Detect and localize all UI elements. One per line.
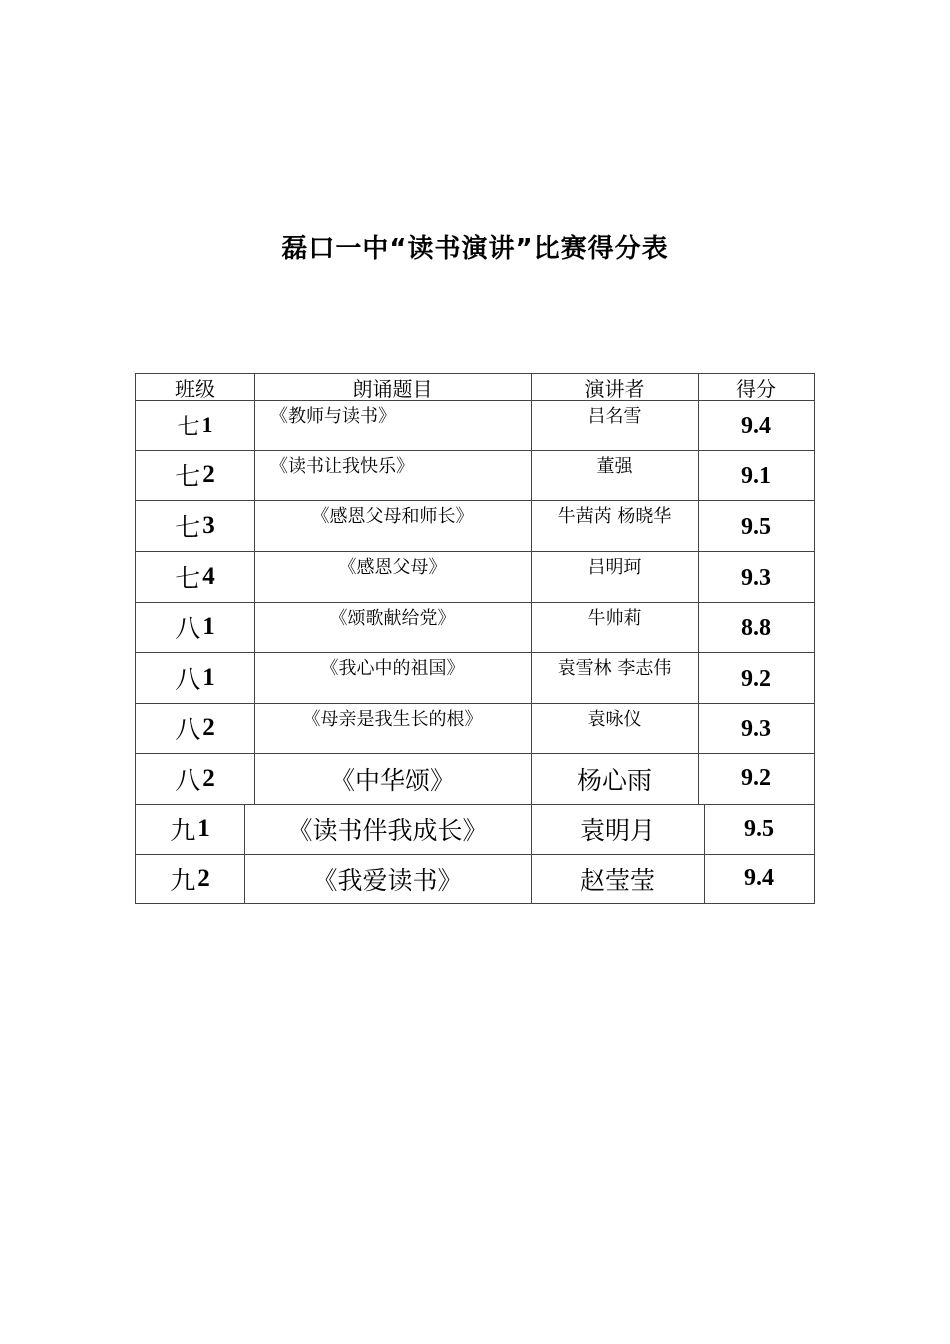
speaker-cell: 袁雪林 李志伟 — [557, 658, 672, 679]
header-topic: 朗诵题目 — [352, 376, 433, 400]
page-title: 磊口一中“读书演讲”比赛得分表 — [281, 234, 669, 264]
header-speaker: 演讲者 — [584, 376, 645, 400]
score-cell: 9.4 — [741, 413, 771, 439]
score-cell: 9.3 — [741, 716, 771, 742]
topic-cell: 《感恩父母和师长》 — [311, 506, 474, 527]
header-score: 得分 — [736, 376, 776, 400]
score-cell: 9.3 — [741, 564, 771, 591]
speaker-cell: 袁明月 — [579, 816, 655, 845]
topic-cell: 《读书伴我成长》 — [287, 816, 488, 845]
score-cell: 8.8 — [741, 615, 771, 641]
speaker-cell: 袁咏仪 — [587, 709, 642, 730]
class-cell: 八 1 — [175, 613, 215, 643]
class-cell: 七 4 — [175, 562, 215, 593]
class-cell: 八 2 — [175, 764, 215, 795]
class-cell: 九 2 — [170, 864, 210, 895]
class-cell: 八 2 — [175, 714, 215, 744]
class-cell: 九 1 — [170, 815, 210, 845]
topic-cell: 《中华颂》 — [329, 765, 455, 795]
speaker-cell: 吕名雪 — [587, 406, 642, 427]
speaker-cell: 赵莹莹 — [579, 865, 655, 895]
score-cell: 9.1 — [741, 463, 771, 489]
topic-cell: 《教师与读书》 — [270, 406, 396, 427]
topic-cell: 《我心中的祖国》 — [320, 658, 465, 679]
topic-cell: 《我爱读书》 — [312, 865, 463, 895]
class-cell: 七 2 — [175, 461, 215, 491]
score-cell: 9.5 — [741, 513, 771, 540]
score-table — [135, 373, 815, 904]
score-cell: 9.2 — [741, 765, 771, 791]
topic-cell: 《读书让我快乐》 — [270, 456, 414, 477]
topic-cell: 《感恩父母》 — [338, 557, 447, 578]
class-cell: 八 1 — [175, 663, 215, 694]
topic-cell: 《母亲是我生长的根》 — [302, 709, 483, 730]
score-cell: 9.2 — [741, 665, 771, 692]
class-cell: 七 1 — [177, 412, 213, 440]
class-cell: 七 3 — [175, 511, 215, 542]
score-cell: 9.4 — [744, 865, 774, 891]
speaker-cell: 牛帅莉 — [587, 608, 642, 629]
speaker-cell: 董强 — [596, 456, 633, 477]
speaker-cell: 杨心雨 — [576, 765, 652, 795]
topic-cell: 《颂歌献给党》 — [329, 608, 456, 629]
score-cell: 9.5 — [744, 815, 774, 842]
speaker-cell: 牛茜芮 杨晓华 — [557, 506, 672, 527]
speaker-cell: 吕明珂 — [587, 557, 642, 578]
header-class: 班级 — [175, 376, 215, 400]
